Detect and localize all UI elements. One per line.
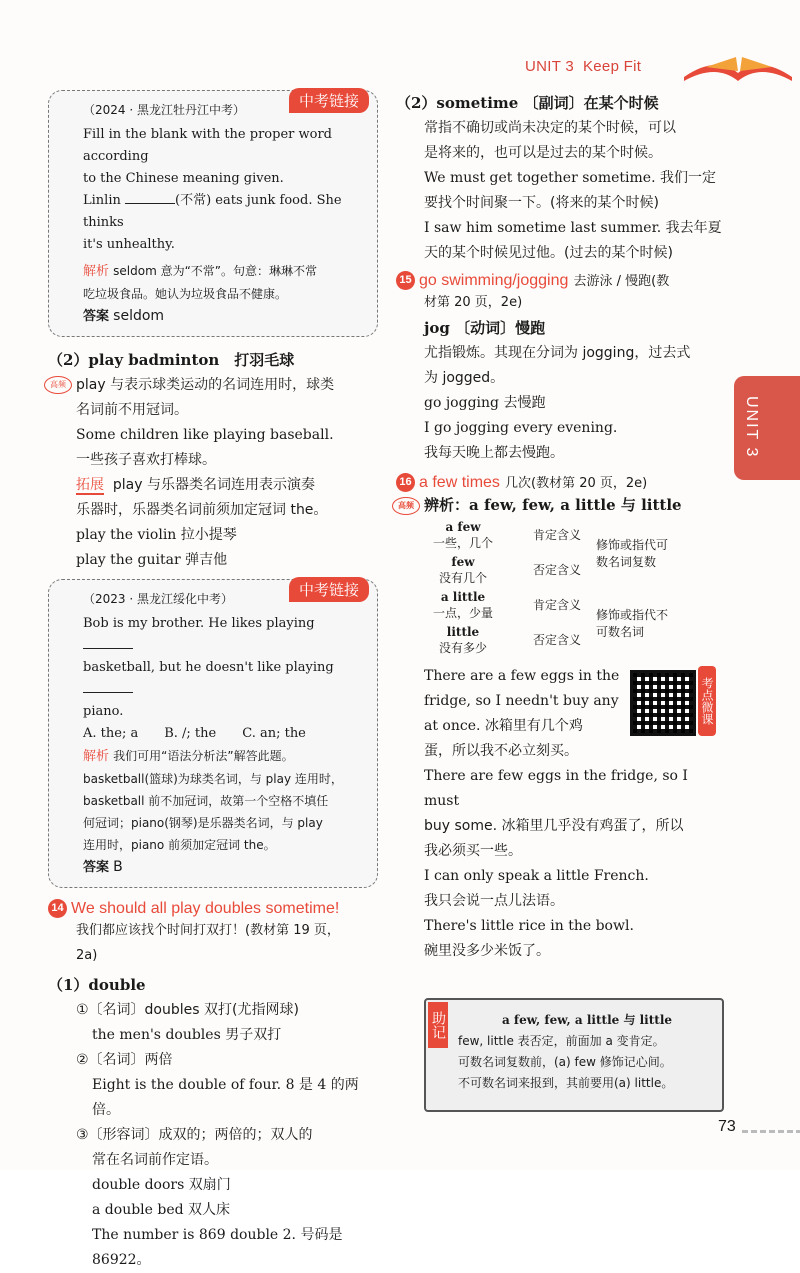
section-14-heading: 14 We should all play doubles sometime! [48, 898, 378, 918]
example-line: Eight is the double of four. 8 是 4 的两倍。 [92, 1077, 359, 1118]
usage-line: 尤指锻炼。其现在分词为 jogging，过去式 [424, 345, 691, 361]
memory-aid-line: 可数名词复数前，(a) few 修饰记心间。 [458, 1055, 672, 1069]
running-header [525, 58, 641, 75]
example-en: Some children like playing baseball. [76, 427, 334, 443]
definition-line: ②〔名词〕两倍 [76, 1052, 173, 1068]
exam-link-box-2023 [48, 579, 378, 888]
table-cell: 否定含义 [532, 633, 581, 647]
section-number-badge: 15 [396, 271, 415, 290]
analysis-line: basketball(篮球)为球类名词，与 play 连用时， [83, 772, 343, 786]
example-line: a double bed 双人床 [92, 1202, 231, 1218]
answer: 答案 seldom [83, 308, 165, 324]
memory-aid-box [424, 998, 724, 1112]
analysis-line: 连用时，piano 前须加定冠词 the。 [83, 838, 276, 852]
high-frequency-badge: 高频 [392, 497, 420, 515]
question-line: it's unhealthy. [83, 237, 175, 252]
unit-title: Keep Fit [582, 58, 642, 75]
section-title: （1）double [48, 976, 146, 994]
example-line: The number is 869 double 2. 号码是 86922。 [92, 1227, 343, 1268]
table-cell: a few 一些，几个 [432, 520, 493, 550]
memory-aid-tag: 助记 [428, 1002, 448, 1048]
section-16-heading: 16 a few times 几次(教材第 20 页，2e) [396, 472, 726, 492]
question-line: piano. [83, 704, 124, 719]
exam-link-box-2024 [48, 90, 378, 337]
table-cell: 肯定含义 [532, 598, 581, 612]
memory-aid-title: a few, few, a little 与 little [501, 1013, 673, 1027]
translation-line: 我们都应该找个时间打双打！(教材第 19 页， [76, 923, 340, 938]
memory-aid-line: few, little 表否定，前面加 a 变肯定。 [458, 1034, 665, 1048]
table-cell: 修饰或指代可 数名词复数 [596, 538, 669, 569]
section-number-badge: 16 [396, 473, 415, 492]
table-cell: 肯定含义 [532, 528, 581, 542]
example-line: fridge, so I needn't buy any [424, 693, 619, 709]
example-line: the men's doubles 男子双打 [92, 1027, 282, 1043]
example-line: 碗里没多少米饭了。 [424, 943, 550, 959]
analysis-line: basketball 前不加冠词，故第一个空格不填任 [83, 794, 329, 808]
qr-code-icon[interactable] [630, 670, 696, 736]
example-line: 要找个时间聚一下。(将来的某个时候) [424, 195, 659, 211]
exam-source: （2024 · 黑龙江牡丹江中考） [83, 103, 245, 117]
analysis-line: 何冠词；piano(钢琴)是乐器类名词，与 play [83, 816, 323, 830]
comparison-title: 高频 辨析：a few, few, a little 与 little [396, 492, 726, 518]
example-line: at once. 冰箱里有几个鸡 [424, 718, 583, 734]
analysis: 解析 我们可用“语法分析法”解答此题。 [83, 749, 294, 764]
high-frequency-badge: 高频 [44, 376, 72, 394]
table-cell: a little 一点，少量 [432, 590, 493, 620]
section-title: jog 〔动词〕慢跑 [424, 319, 546, 337]
analysis: 解析 seldom 意为“不常”。句意：琳琳不常 [83, 264, 318, 279]
example-line: 天的某个时候见过他。(过去的某个时候) [424, 245, 673, 261]
source-line: 材第 20 页，2e) [424, 295, 523, 310]
usage-line: 是将来的，也可以是过去的某个时候。 [424, 145, 662, 161]
examples-block [396, 664, 726, 964]
micro-lesson-tag: 考点微课 [698, 666, 716, 736]
page-number: 73 [718, 1118, 736, 1135]
example-line: There are few eggs in the fridge, so I must [424, 768, 688, 809]
translation-line: 2a) [76, 948, 98, 963]
comparison-table [408, 518, 726, 658]
example-line: 我每天晚上都去慢跑。 [424, 445, 564, 461]
section-title: （2）play badminton 打羽毛球 [48, 351, 295, 369]
section-title: （2）sometime 〔副词〕在某个时候 [396, 94, 659, 112]
answer-options: A. the; a B. /; the C. an; the [83, 726, 306, 741]
memory-aid-body [458, 1010, 716, 1094]
section-15-heading: 15 go swimming/jogging 去游泳 / 慢跑(教 [396, 270, 726, 290]
example-line: double doors 双扇门 [92, 1177, 231, 1193]
play-badminton-section [48, 347, 378, 573]
example-line: play the violin 拉小提琴 [76, 527, 237, 543]
example-line: I saw him sometime last summer. 我去年夏 [424, 220, 722, 236]
question-line: basketball, but he doesn't like playing [83, 657, 367, 701]
example-line: buy some. 冰箱里几乎没有鸡蛋了，所以 [424, 818, 684, 834]
definition-line: ①〔名词〕doubles 双打(尤指网球) [76, 1002, 299, 1018]
table-cell: little 没有多少 [438, 625, 487, 655]
extension-line: 拓展 play 与乐器类名词连用表示演奏 [76, 477, 315, 493]
usage-line: 乐器时，乐器类名词前须加定冠词 the。 [76, 502, 328, 518]
page-number-decoration [742, 1130, 800, 1133]
unit-label: UNIT 3 [525, 58, 575, 75]
usage-line: 高频 play 与表示球类运动的名词连用时，球类 [48, 373, 378, 398]
answer: 答案 B [83, 859, 123, 875]
example-zh: 一些孩子喜欢打棒球。 [76, 452, 216, 468]
exam-link-tag: 中考链接 [289, 577, 369, 602]
definition-line: ③〔形容词〕成双的；两倍的；双人的 [76, 1127, 313, 1143]
table-cell: 否定含义 [532, 563, 581, 577]
example-line: 我只会说一点儿法语。 [424, 893, 564, 909]
examples-with-qr [396, 664, 620, 764]
right-column [396, 90, 726, 964]
section-14 [48, 898, 378, 1273]
unit-side-tab: UNIT 3 [734, 376, 800, 480]
question-line: Bob is my brother. He likes playing [83, 613, 367, 657]
example-line: 蛋，所以我不必立刻买。 [424, 743, 578, 759]
example-line: There are a few eggs in the [424, 668, 620, 684]
book-ornament-icon [676, 45, 800, 85]
analysis-line: 吃垃圾食品。她认为垃圾食品不健康。 [83, 287, 288, 301]
exam-source: （2023 · 黑龙江绥化中考） [83, 592, 233, 606]
usage-line: 常指不确切或尚未决定的某个时候，可以 [424, 120, 676, 136]
question-line: Fill in the blank with the proper word according [83, 127, 332, 164]
example-line: play the guitar 弹吉他 [76, 552, 228, 568]
example-line: I can only speak a little French. [424, 868, 649, 884]
usage-line: 名词前不用冠词。 [76, 402, 188, 418]
example-line: I go jogging every evening. [424, 420, 618, 436]
left-column [48, 90, 378, 1273]
example-line: We must get together sometime. 我们一定 [424, 170, 716, 186]
exam-link-tag: 中考链接 [289, 88, 369, 113]
table-cell: few 没有几个 [438, 555, 487, 585]
usage-line: 为 jogged。 [424, 370, 505, 386]
question-line: to the Chinese meaning given. [83, 171, 284, 186]
question-line: Linlin (不常) eats junk food. She thinks [83, 193, 342, 230]
example-line: go jogging 去慢跑 [424, 395, 546, 411]
extension-label: 拓展 [76, 477, 104, 493]
usage-line: 常在名词前作定语。 [92, 1152, 218, 1168]
section-number-badge: 14 [48, 899, 67, 918]
memory-aid-line: 不可数名词来报到，其前要用(a) little。 [458, 1076, 674, 1090]
table-cell: 修饰或指代不 可数名词 [596, 608, 669, 639]
example-line: 我必须买一些。 [424, 843, 522, 859]
example-line: There's little rice in the bowl. [424, 918, 634, 934]
